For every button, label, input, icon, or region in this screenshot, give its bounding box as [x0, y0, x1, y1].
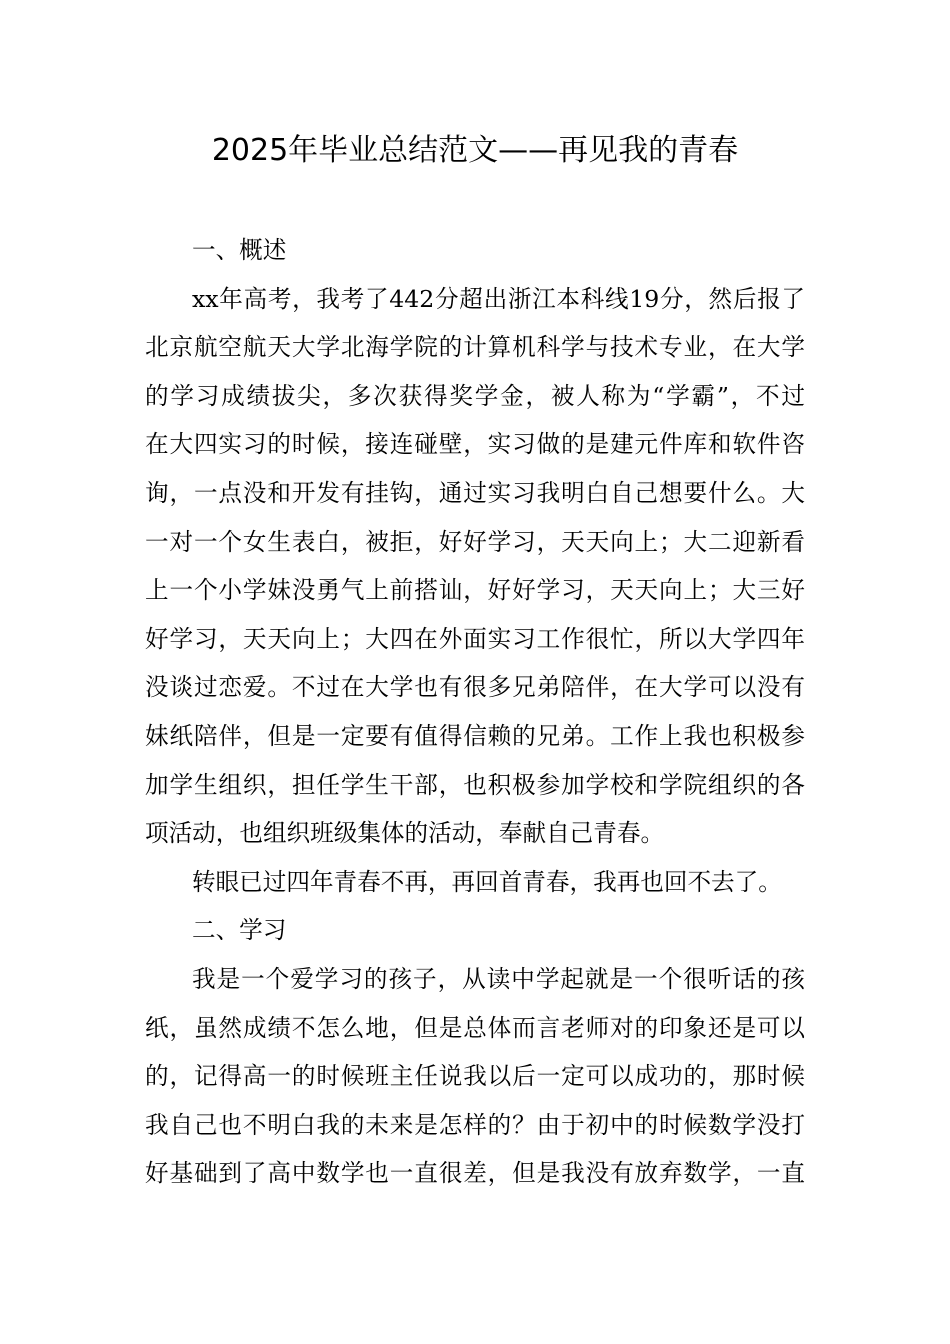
body-line: 一对一个女生表白，被拒，好好学习，天天向上；大二迎新看: [145, 527, 805, 556]
body-line: 我自己也不明白我的未来是怎样的？由于初中的时候数学没打: [145, 1110, 805, 1139]
body-line: 的，记得高一的时候班主任说我以后一定可以成功的，那时候: [145, 1062, 805, 1091]
body-line: 上一个小学妹没勇气上前搭讪，好好学习，天天向上；大三好: [145, 576, 805, 605]
body-line: 我是一个爱学习的孩子，从读中学起就是一个很听话的孩: [192, 965, 805, 993]
body-line: 询，一点没和开发有挂钩，通过实习我明白自己想要什么。大: [145, 479, 805, 507]
body-line: 的学习成绩拔尖，多次获得奖学金，被人称为“学霸”，不过: [145, 381, 805, 410]
document-title: 2025年毕业总结范文——再见我的青春: [211, 133, 739, 168]
body-line: 二、学习: [192, 916, 287, 945]
body-line: 加学生组织，担任学生干部，也积极参加学校和学院组织的各: [145, 770, 805, 799]
body-line: 妹纸陪伴，但是一定要有值得信赖的兄弟。工作上我也积极参: [145, 722, 805, 750]
body-line: 好学习，天天向上；大四在外面实习工作很忙，所以大学四年: [145, 624, 805, 653]
body-line: 项活动，也组织班级集体的活动，奉献自己青春。: [145, 819, 665, 848]
body-line: 纸，虽然成绩不怎么地，但是总体而言老师对的印象还是可以: [145, 1013, 805, 1042]
body-line: 北京航空航天大学北海学院的计算机科学与技术专业，在大学: [145, 333, 805, 362]
body-line: 转眼已过四年青春不再，再回首青春，我再也回不去了。: [192, 867, 782, 896]
body-line: 没谈过恋爱。不过在大学也有很多兄弟陪伴，在大学可以没有: [145, 673, 805, 702]
body-line: 好基础到了高中数学也一直很差，但是我没有放弃数学，一直: [145, 1159, 805, 1188]
body-line: 一、概述: [192, 236, 287, 264]
body-line: 在大四实习的时候，接连碰壁，实习做的是建元件库和软件咨: [145, 430, 805, 459]
body-line: xx年高考，我考了442分超出浙江本科线19分，然后报了: [192, 284, 805, 313]
